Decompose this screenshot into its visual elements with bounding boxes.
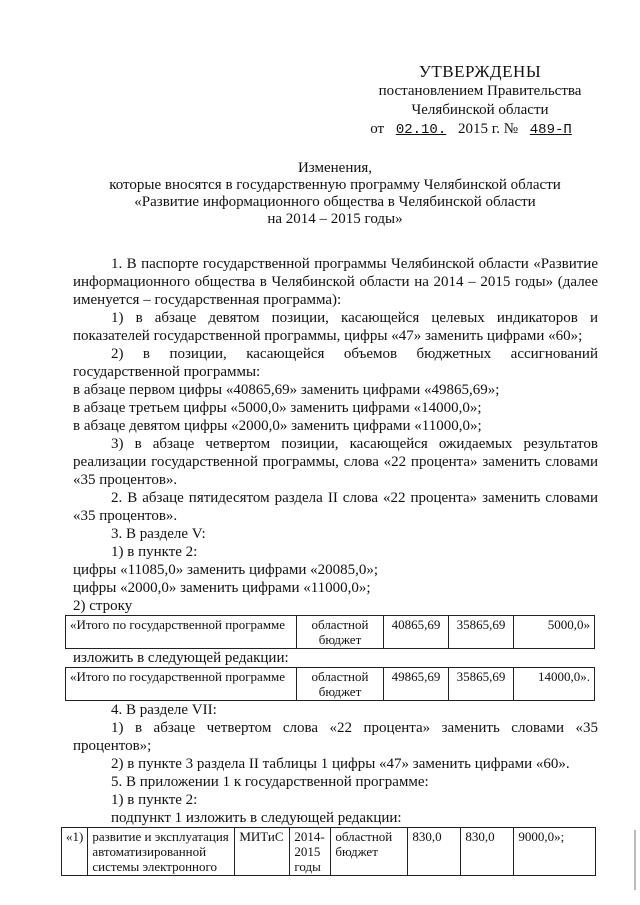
paragraph-19: 1) в пункте 2: (111, 792, 198, 808)
paragraph-20: подпункт 1 изложить в следующей редакции: (111, 810, 402, 826)
paragraph-11: цифры «11085,0» заменить цифрами «20085,0»; (73, 562, 379, 578)
approval-stamp (370, 62, 590, 140)
table-cell: 5000,0» (514, 616, 595, 649)
heading-line4: на 2014 – 2015 годы» (267, 211, 403, 227)
table-cell: «Итого по государственной программе (66, 616, 297, 649)
paragraph-18: 5. В приложении 1 к государственной программе: (111, 774, 429, 790)
document-heading (70, 160, 600, 228)
table-cell: 830,0 (461, 828, 514, 876)
scan-edge-mark (634, 830, 636, 890)
heading-line2: которые вносятся в государственную программу Челябинской области (109, 177, 561, 193)
heading-line3: «Развитие информационного общества в Челябинской области (134, 194, 536, 210)
table-cell: 14000,0». (514, 668, 595, 701)
approval-date-value: 02.10. (395, 122, 447, 138)
table-cell: 40865,69 (384, 616, 449, 649)
table-old-row (65, 615, 595, 649)
table-cell: МИТиС (235, 828, 290, 876)
paragraph-2: 1) в абзаце девятом позиции, касающейся целевых индикаторов и показателей государственной программы, цифры «47» заменить цифрами «60»; (73, 310, 598, 344)
approval-date (360, 120, 590, 140)
table-row (62, 828, 596, 876)
table-cell: 830,0 (408, 828, 461, 876)
paragraph-8: 2. В абзаце пятидесятом раздела II слова «22 процента» заменить словами «35 процентов». (73, 490, 598, 524)
paragraph-4: в абзаце первом цифры «40865,69» заменить цифрами «49865,69»; (73, 382, 500, 398)
paragraph-15: 4. В разделе VII: (111, 702, 217, 718)
table-row (66, 616, 595, 649)
paragraph-3: 2) в позиции, касающейся объемов бюджетных ассигнований государственной программы: (73, 346, 598, 380)
approval-number: 489-П (529, 122, 572, 138)
table-cell: 9000,0»; (514, 828, 596, 876)
approval-title: УТВЕРЖДЕНЫ (418, 62, 542, 81)
paragraph-16: 1) в абзаце четвертом слова «22 процента» заменить словами «35 процентов»; (73, 720, 598, 754)
paragraph-5: в абзаце третьем цифры «5000,0» заменить цифрами «14000,0»; (73, 400, 482, 416)
paragraph-9: 3. В разделе V: (111, 526, 206, 542)
paragraph-14: изложить в следующей редакции: (73, 650, 289, 666)
approval-date-prefix: от (370, 121, 385, 137)
table-cell: 2014-2015 годы (290, 828, 331, 876)
document-body (66, 255, 598, 876)
table-new-row (65, 667, 595, 701)
approval-line2: Челябинской области (411, 102, 549, 118)
paragraph-1: 1. В паспорте государственной программы Челябинской области «Развитие информационного общества в Челябинской области на 2014 – 2015 годы» (далее именуется – государственная программа): (73, 256, 598, 308)
table-cell: 35865,69 (449, 616, 514, 649)
table-cell: областной бюджет (297, 668, 384, 701)
paragraph-13: 2) строку (73, 598, 133, 614)
approval-line1: постановлением Правительства (378, 83, 582, 99)
paragraph-12: цифры «2000,0» заменить цифрами «11000,0»; (73, 580, 371, 596)
table-cell: развитие и эксплуатация автоматизированной системы электронного (88, 828, 235, 876)
table-subitem (61, 827, 596, 876)
paragraph-17: 2) в пункте 3 раздела II таблицы 1 цифры «47» заменить цифрами «60». (111, 756, 570, 772)
approval-year: 2015 г. № (457, 121, 519, 137)
table-row (66, 668, 595, 701)
table-cell: областной бюджет (331, 828, 408, 876)
paragraph-7: 3) в абзаце четвертом позиции, касающейся ожидаемых результатов реализации государственной программы, слова «22 процента» заменить словами «35 процентов». (73, 436, 598, 488)
table-cell: «1) (62, 828, 88, 876)
table-cell: 49865,69 (384, 668, 449, 701)
table-cell: «Итого по государственной программе (66, 668, 297, 701)
table-cell: 35865,69 (449, 668, 514, 701)
table-cell: областной бюджет (297, 616, 384, 649)
heading-line1: Изменения, (297, 160, 373, 176)
paragraph-6: в абзаце девятом цифры «2000,0» заменить цифрами «11000,0»; (73, 418, 482, 434)
paragraph-10: 1) в пункте 2: (111, 544, 198, 560)
